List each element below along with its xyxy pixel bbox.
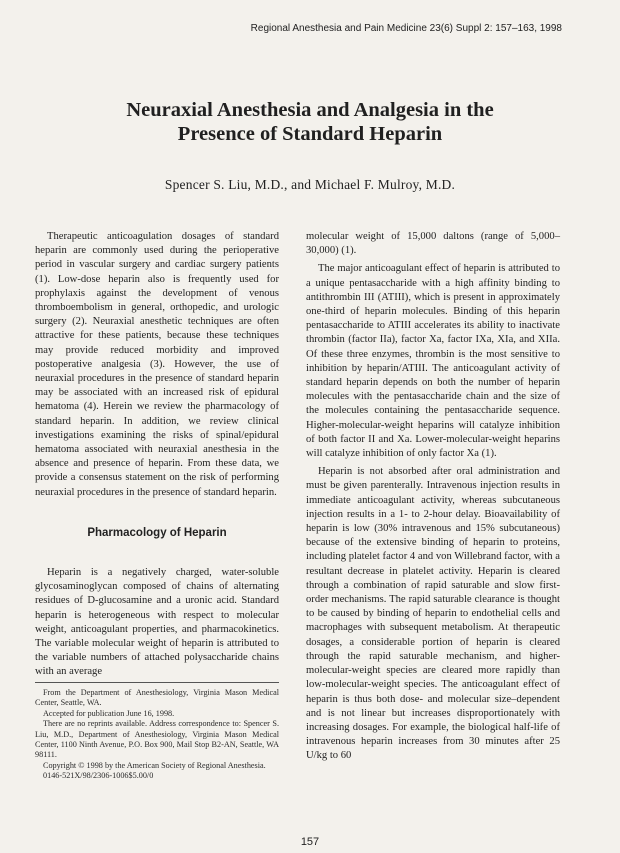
footnote-accepted: Accepted for publication June 16, 1998. (43, 708, 175, 718)
pharmacology-paragraph-3: Heparin is not absorbed after oral administration and must be given parenterally. Intravenous injection results in immediate anticoagulant activity, whereas subcutaneous injection results in a 1- to 2-hour delay. Bioavailability of heparin is low (30% intravenous and 15% subcutaneous) because of the extensive binding of heparin to proteins, including platelet factor 4 and von Willebrand factor, with a resultant decrease in platelet activity. Heparin is cleared through a combination of rapid saturable and slow first-order mechanisms. The rapid saturable clearance is thought to be caused by binding of heparin to endothelial cells and macrophages with subsequent metabolism. At therapeutic dosages, a considerable portion of heparin is cleared through the rapid saturable mechanism, and higher-molecular-weight species are cleared more rapidly than low-molecular-weight species. The anticoagulant effect of heparin is thus both dose- and molecular size–dependent and is not linear but increases disproportionately with increasing dosages. For example, the biological half-life of intravenous heparin increases from 30 minutes after 25 U/kg to 60 (306, 466, 560, 762)
section-heading: Pharmacology of Heparin (87, 526, 227, 539)
title-line-1: Neuraxial Anesthesia and Analgesia in the (126, 99, 494, 121)
title-line-2: Presence of Standard Heparin (177, 123, 443, 145)
page-number: 157 (300, 836, 320, 848)
footnote-affiliation: From the Department of Anesthesiology, Virginia Mason Medical Center, Seattle, WA. (35, 688, 279, 708)
footnote-copyright: Copyright © 1998 by the American Society of Regional Anesthesia. (43, 760, 266, 770)
right-column (306, 230, 560, 768)
continued-paragraph: molecular weight of 15,000 daltons (range of 5,000–30,000) (1). (306, 231, 560, 257)
pharmacology-paragraph-1: Heparin is a negatively charged, water-soluble glycosaminoglycan composed of chains of alternating residues of D-glucosamine and a uronic acid. Standard heparin is heterogeneous with respect to molecular weight, anticoagulant properties, and pharmacokinetics. The variable molecular weight of heparin is attributed to the variable numbers of attached polysaccharide chains with an average (35, 567, 279, 678)
journal-citation: Regional Anesthesia and Pain Medicine 23(6) Suppl 2: 157–163, 1998 (250, 23, 562, 34)
footnote-correspondence: There are no reprints available. Address correspondence to: Spencer S. Liu, M.D., Department of Anesthesiology, Virginia Mason Medical Center, 1100 Ninth Avenue, P.O. Box 900, Mail Stop B2-AN, Seattle, WA 98111. (35, 719, 279, 760)
left-column (35, 230, 279, 684)
article-title (0, 98, 620, 146)
pharmacology-paragraph-2: The major anticoagulant effect of heparin is attributed to a unique pentasaccharide with a high affinity binding to antithrombin III (ATIII), which is present in approximately one-third of heparin molecules. Binding of this heparin pentasaccharide to ATIII accelerates its ability to inactivate thrombin (factor IIa), factor Xa, factor IXa, XIa, and XIIa. Of these three enzymes, thrombin is the most sensitive to inhibition by heparin/ATIII. The anticoagulant activity of standard heparin depends on both the number of heparin molecules with the pentasaccharide chain and the size of the molecules containing the pentasaccharide sequence. Higher-molecular-weight heparins will catalyze inhibition of both factor II and Xa. Lower-molecular-weight heparins will catalyze inhibition of only factor Xa (1). (306, 263, 560, 460)
footnote-code: 0146-521X/98/2306-1006$5.00/0 (43, 771, 154, 781)
intro-paragraph: Therapeutic anticoagulation dosages of standard heparin are commonly used during the perioperative period in vascular surgery and cardiac surgery patients (1). Low-dose heparin also is frequently used for prophylaxis against the development of venous thromboembolism in general, orthopedic, and urologic surgery (2). Neuraxial anesthetic techniques are often attractive for these patients, because these techniques may provide reduced morbidity and improved postoperative analgesia (3). However, the use of neuraxial procedures in the presence of standard heparin may be associated with an increased risk of epidural hematoma (4). Herein we review the pharmacology of standard heparin. In addition, we review clinical investigations examining the risks of spinal/epidural hematoma associated with neuraxial anesthesia in the absence and presence of heparin. From these data, we provide a consensus statement on the risk of performing neuraxial procedures in the presence of standard heparin. (35, 231, 279, 498)
footnotes (35, 682, 279, 782)
article-authors: Spencer S. Liu, M.D., and Michael F. Mulroy, M.D. (164, 177, 456, 192)
